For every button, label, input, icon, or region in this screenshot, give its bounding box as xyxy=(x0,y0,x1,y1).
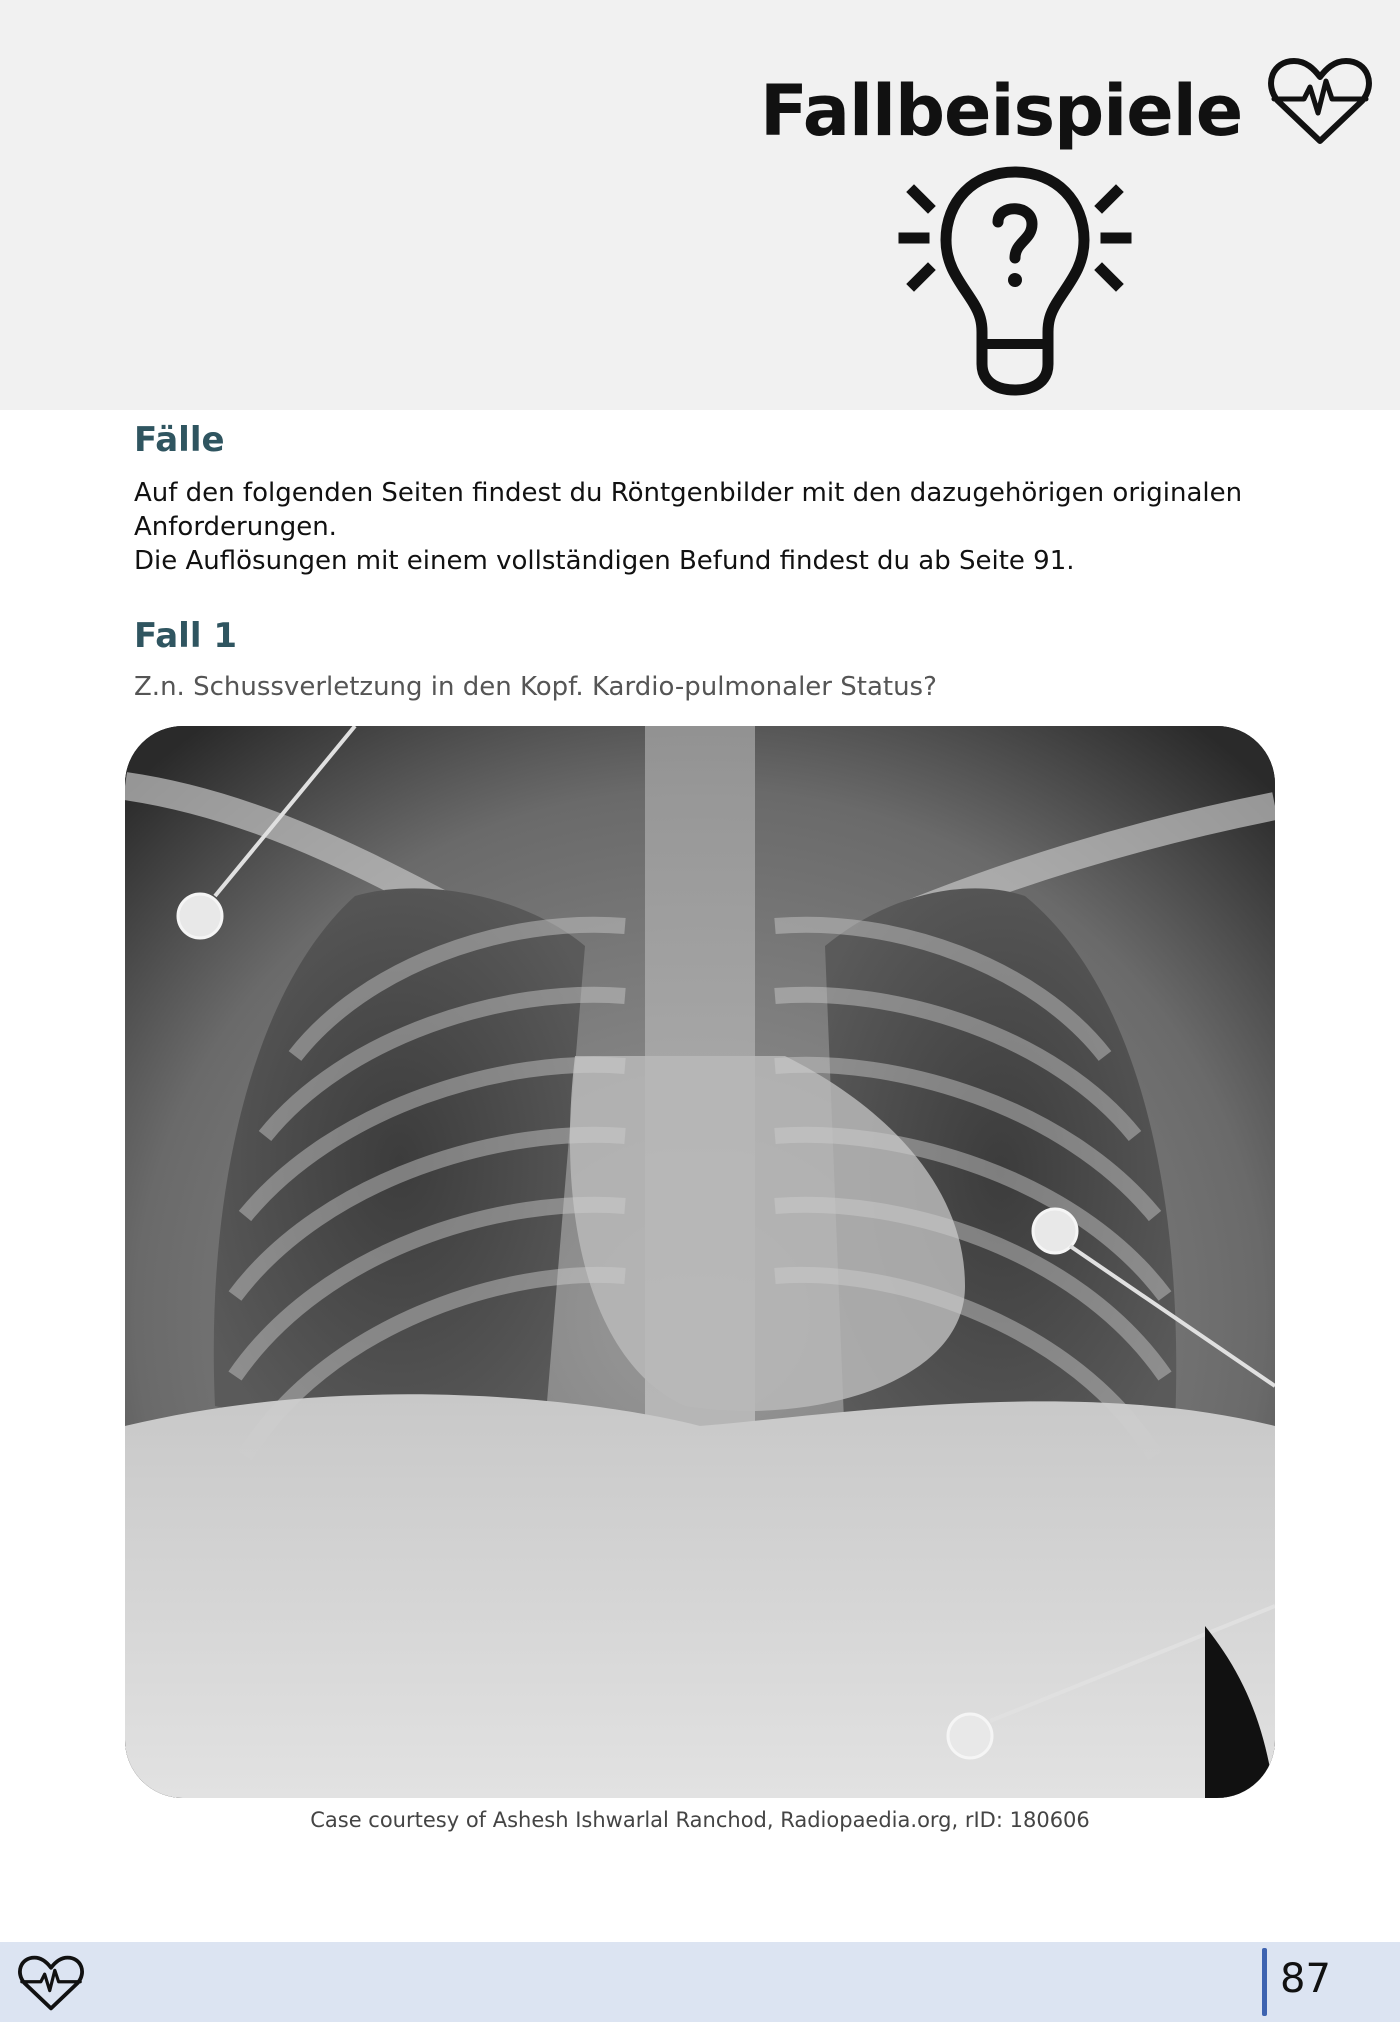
heartbeat-icon xyxy=(18,1952,84,2014)
case-heading: Fall 1 xyxy=(134,616,237,656)
footer-band xyxy=(0,1942,1400,2022)
case-request: Z.n. Schussverletzung in den Kopf. Kardio-pulmonaler Status? xyxy=(134,672,937,702)
lightbulb-question-icon xyxy=(898,160,1132,396)
section-heading-cases: Fälle xyxy=(134,420,225,460)
page-number-divider xyxy=(1262,1948,1267,2016)
chest-xray-image xyxy=(125,726,1275,1798)
image-caption: Case courtesy of Ashesh Ishwarlal Ranchod, Radiopaedia.org, rID: 180606 xyxy=(310,1808,1090,1832)
page-number: 87 xyxy=(1280,1956,1331,2002)
intro-text xyxy=(134,476,1284,578)
header-band xyxy=(0,0,1400,410)
intro-paragraph: Auf den folgenden Seiten findest du Röntgenbilder mit den dazugehörigen originalen Anforderungen. xyxy=(134,478,1243,542)
intro-paragraph: Die Auflösungen mit einem vollständigen Befund findest du ab Seite 91. xyxy=(134,546,1075,576)
page-title: Fallbeispiele xyxy=(760,70,1243,152)
heartbeat-icon xyxy=(1268,55,1372,147)
